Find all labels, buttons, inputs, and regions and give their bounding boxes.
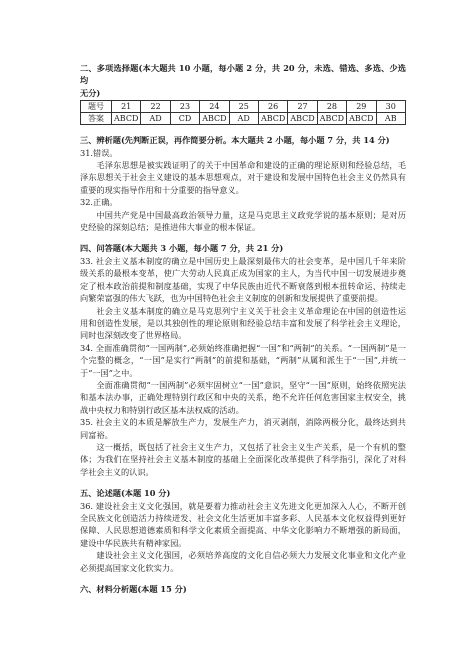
q36-answer: 36. 建设社会主义文化强国，就是要着力推动社会主义先进文化更加深入人心，不断开创全民族文化创造活力持续迸发、社会文化生活更加丰富多彩、人民基本文化权益得到更好保障、人民思想道德素质和科学文化素质全面提高、中华文化影响力不断增强的新局面，建设中华民族共有精神家园。 — [80, 500, 406, 548]
q34-answer-cont: 全面准确贯彻“一国两制”必须牢固树立“一国”意识，坚守“一国”原则，始终依照宪法和基本法办事，正确处理特别行政区和中央的关系，绝不允许任何危害国家主权安全，挑战中央权力和特别行政区基本法权威的活动。 — [80, 379, 406, 415]
q32-label: 32.正确。 — [80, 197, 118, 208]
section3-heading: 三、辨析题(先判断正误，再作简要分析。本大题共 2 小题，每小题 7 分，共 14 分) — [80, 135, 390, 146]
table-cell: 29 — [347, 101, 376, 113]
table-cell: ABCD — [288, 113, 317, 125]
q34-answer: 34. 全面准确贯彻“一国两制”,必须始终准确把握“一国”和“两制”的关系。“一国两制”是一个完整的概念，“一国”是实行“两制”的前提和基础，“两制”从属和派生于“一国”,并统一于“一国”之中。 — [80, 342, 406, 378]
table-cell: ABCD — [347, 113, 376, 125]
section2-heading: 二、多项选择题(本大题共 10 小题，每小题 2 分，共 20 分，未选、错选、多选、少选均 — [80, 63, 406, 86]
table-cell: CD — [170, 113, 199, 125]
table-cell: 25 — [229, 101, 258, 113]
table-cell: 23 — [170, 101, 199, 113]
table-cell: 24 — [200, 101, 229, 113]
table-cell: 21 — [112, 101, 141, 113]
table-cell: ABCD — [258, 113, 287, 125]
table-cell: 27 — [288, 101, 317, 113]
section5-heading: 五、论述题(本题 10 分) — [80, 488, 171, 499]
table-cell: AD — [229, 113, 258, 125]
table-cell: ABCD — [317, 113, 346, 125]
table-header-number: 题号 — [81, 101, 112, 113]
q33-answer-cont: 社会主义基本制度的确立是马克思列宁主义关于社会主义革命理论在中国的创造性运用和创造性发展，是以其独创性的理论原则和经验总结丰富和发展了科学社会主义理论，同时也深刻改变了世界格局。 — [80, 305, 406, 341]
q35-answer-cont: 这一概括，既包括了社会主义生产力，又包括了社会主义生产关系，是一个有机的整体；为我们在坚持社会主义基本制度的基础上全面深化改革提供了科学指引，深化了对科学社会主义的认识。 — [80, 441, 406, 477]
section4-heading: 四、问答题(本大题共 3 小题，每小题 7 分，共 21 分) — [80, 243, 284, 254]
table-cell: 26 — [258, 101, 287, 113]
table-header-answer: 答案 — [81, 113, 112, 125]
table-cell: AB — [376, 113, 405, 125]
section2-heading-cont: 无分) — [80, 87, 101, 98]
q32-answer: 中国共产党是中国最高政治领导力量，这是马克思主义政党学说的基本原则；是对历史经验的深刻总结；是推进伟大事业的根本保证。 — [80, 209, 406, 233]
q35-answer: 35. 社会主义的本质是解放生产力，发展生产力，消灭剥削，消除两极分化，最终达到共同富裕。 — [80, 417, 406, 440]
table-row-numbers — [81, 101, 406, 113]
table-cell: AD — [141, 113, 170, 125]
section6-heading: 六、材料分析题(本题 15 分) — [80, 584, 187, 595]
q33-answer: 33. 社会主义基本制度的确立是中国历史上最深刻最伟大的社会变革，是中国几千年来阶级关系的最根本变革，使广大劳动人民真正成为国家的主人，为当代中国一切发展进步奠定了根本政治前提和制度基础，实现了中华民族由近代不断衰落到根本扭转命运、持续走向繁荣富强的伟大飞跃，也为中国特色社会主义制度的创新和发展提供了重要前提。 — [80, 255, 406, 304]
table-cell: ABCD — [200, 113, 229, 125]
q31-answer: 毛泽东思想是被实践证明了的关于中国革命和建设的正确的理论原则和经验总结，毛泽东思想关于社会主义建设的基本思想观点，对于建设和发展中国特色社会主义仍然具有重要的现实指导作用和十分重要的指导意义。 — [80, 160, 406, 195]
q31-label: 31.错误。 — [80, 147, 118, 158]
table-cell: 30 — [376, 101, 405, 113]
table-row-answers — [81, 113, 406, 125]
answer-table — [80, 100, 406, 125]
document-page — [80, 62, 406, 595]
table-cell: 28 — [317, 101, 346, 113]
table-cell: 22 — [141, 101, 170, 113]
table-cell: ABCD — [112, 113, 141, 125]
q36-answer-cont: 建设社会主义文化强国，必须培养高度的文化自信必须大力发展文化事业和文化产业必须提高国家文化软实力。 — [80, 550, 406, 573]
